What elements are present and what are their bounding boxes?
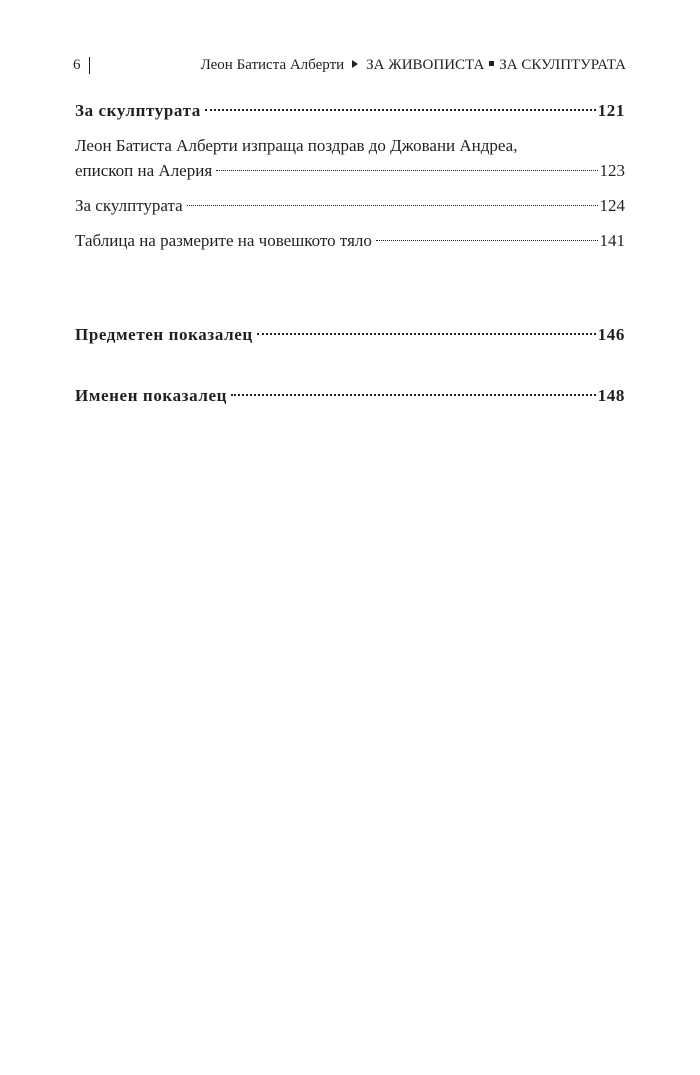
- dot-leader: [216, 170, 597, 171]
- dot-leader: [205, 109, 596, 111]
- toc-entry: [75, 229, 625, 253]
- toc-entry: [75, 159, 625, 183]
- toc-name-index: [75, 384, 625, 408]
- toc-entry-title: Предметен показалец: [75, 325, 253, 344]
- toc-subject-index: [75, 323, 625, 347]
- toc-entry-page: 123: [599, 161, 625, 180]
- toc-entry-page: 146: [597, 325, 625, 344]
- toc-entry-title: Именен показалец: [75, 386, 228, 405]
- header-separator: [89, 57, 90, 74]
- header-title-part2: ЗА СКУЛПТУРАТА: [499, 57, 626, 73]
- dot-leader: [257, 333, 596, 335]
- dot-leader: [187, 205, 598, 206]
- toc-entry-title: За скулптурата: [75, 101, 201, 120]
- dot-leader: [376, 240, 598, 241]
- dot-leader: [231, 394, 596, 396]
- toc-entry-title-line1: Леон Батиста Алберти изпраща поздрав до Джовани Андреа,: [75, 136, 518, 155]
- toc-entry-page: 148: [597, 386, 625, 405]
- toc-entry-page: 121: [597, 101, 625, 120]
- toc-entry-page: 141: [599, 231, 625, 250]
- toc-entry: [75, 194, 625, 218]
- header-title-part1: ЗА ЖИВОПИСТА: [366, 57, 485, 73]
- header-author: Леон Батиста Алберти: [200, 57, 345, 73]
- triangle-bullet-icon: [352, 60, 358, 68]
- running-head: [73, 54, 626, 76]
- square-bullet-icon: [489, 61, 494, 66]
- toc-entry-title: Таблица на размерите на човешкото тяло: [75, 231, 372, 250]
- toc-section-heading: [75, 99, 625, 123]
- toc-entry-title: епископ на Алерия: [75, 161, 213, 180]
- toc-entry-title: За скулптурата: [75, 196, 183, 215]
- running-title: [201, 54, 626, 76]
- toc-entry-page: 124: [599, 196, 625, 215]
- page-number: 6: [73, 57, 81, 73]
